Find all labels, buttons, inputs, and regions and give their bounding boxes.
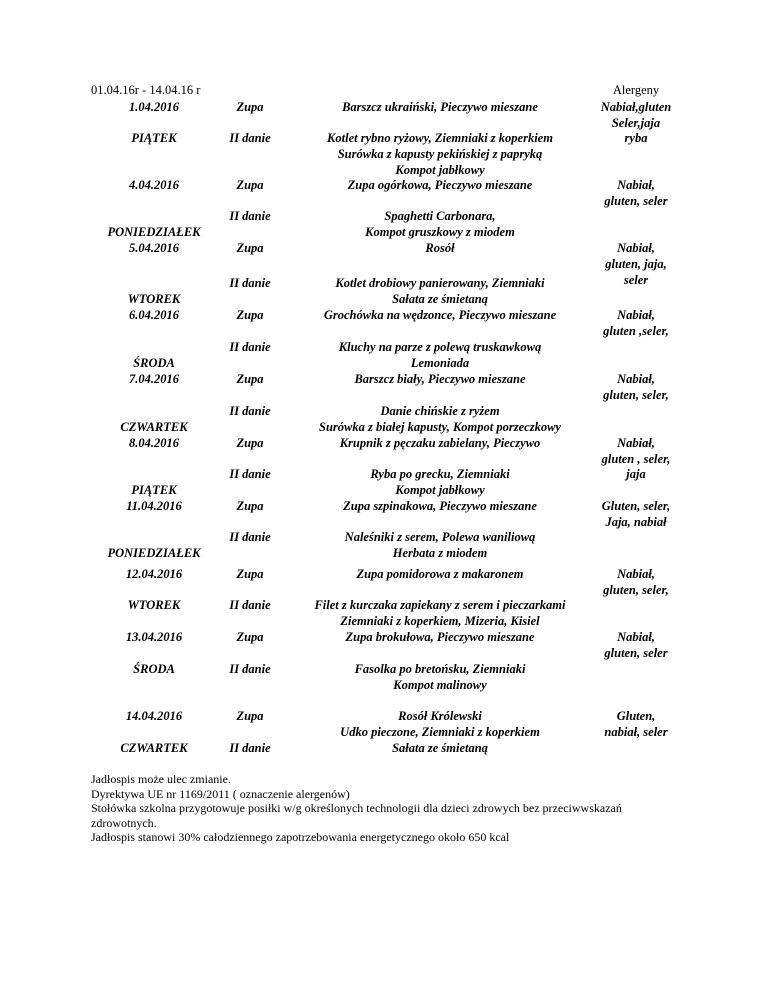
allergen-line: Gluten, seler, (601, 499, 671, 513)
weekday-label: WTOREK (127, 598, 181, 612)
dish-line: Ryba po grecku, Ziemniaki (370, 467, 510, 481)
dish-line: Kompot jabłkowy (395, 163, 485, 177)
dish-line: Zupa ogórkowa, Pieczywo mieszane (347, 178, 533, 192)
weekday-label: ŚRODA (133, 662, 175, 676)
allergen-line: ryba (624, 131, 648, 145)
weekday-label: PIĄTEK (131, 131, 177, 145)
dish-line: Zupa brokułowa, Pieczywo mieszane (345, 630, 535, 644)
allergen-line: gluten, seler (604, 194, 668, 208)
dish-line: Danie chińskie z ryżem (380, 404, 500, 418)
course-type-label: Zupa (236, 372, 264, 386)
notes-section (91, 772, 622, 845)
course-type-label: II danie (229, 276, 271, 290)
dish-line: Barszcz ukraiński, Pieczywo mieszane (342, 100, 538, 114)
dish-line: Rosół (425, 241, 455, 255)
date-label: 12.04.2016 (125, 567, 183, 581)
allergen-line: gluten ,seler, (603, 324, 669, 338)
note-line: Jadłospis może ulec zmianie. (91, 772, 231, 786)
allergen-line: Nabiał, (617, 436, 655, 450)
allergen-line: Nabiał, (617, 178, 655, 192)
date-label: 14.04.2016 (125, 709, 183, 723)
weekday-label: ŚRODA (133, 356, 175, 370)
weekday-label: CZWARTEK (120, 741, 188, 755)
course-type-label: II danie (229, 741, 271, 755)
allergen-line: gluten , seler, (601, 452, 671, 466)
dish-line: Zupa szpinakowa, Pieczywo mieszane (343, 499, 537, 513)
course-type-label: Zupa (236, 436, 264, 450)
note-line: zdrowotnych. (91, 815, 157, 830)
course-type-label: II danie (229, 598, 271, 612)
course-type-label: Zupa (236, 100, 264, 114)
allergen-line: gluten, seler, (603, 388, 669, 402)
note-line: Jadłospis stanowi 30% całodziennego zapotrzebowania energetycznego około 650 kcal (91, 830, 510, 845)
course-type-label: II danie (229, 209, 271, 223)
allergen-line: Nabiał,gluten (600, 100, 672, 114)
course-type-label: Zupa (236, 709, 264, 723)
course-type-label: Zupa (236, 630, 264, 644)
allergen-line: gluten, jaja, (605, 257, 667, 271)
dish-line: Lemoniada (410, 356, 470, 370)
dish-line: Kompot malinowy (393, 678, 487, 692)
dish-line: Herbata z miodem (392, 546, 488, 560)
date-label: 11.04.2016 (126, 499, 182, 513)
weekday-label: PONIEDZIAŁEK (107, 546, 201, 560)
allergen-line: Nabiał, (617, 630, 655, 644)
menu-period: 01.04.16r - 14.04.16 r (91, 83, 201, 97)
course-type-label: Zupa (236, 308, 264, 322)
dish-line: Grochówka na wędzonce, Pieczywo mieszane (323, 308, 557, 322)
dish-line: Zupa pomidorowa z makaronem (356, 567, 524, 581)
dish-line: Surówka z białej kapusty, Kompot porzeczkowy (319, 420, 561, 434)
dish-line: Kotlet rybno ryżowy, Ziemniaki z koperkiem (327, 131, 553, 145)
dish-line: Kotlet drobiowy panierowany, Ziemniaki (335, 276, 545, 290)
dish-line: Krupnik z pęczaku zabielany, Pieczywo (339, 436, 541, 450)
dish-line: Sałata ze śmietaną (392, 741, 488, 755)
dish-line: Udko pieczone, Ziemniaki z koperkiem (340, 725, 540, 739)
allergen-line: seler (623, 273, 649, 287)
date-label: 6.04.2016 (129, 308, 179, 322)
dish-line: Spaghetti Carbonara, (384, 209, 496, 223)
weekday-label: PIĄTEK (131, 483, 177, 497)
allergens-header: Alergeny (612, 83, 660, 97)
dish-line: Surówka z kapusty pekińskiej z papryką (337, 147, 543, 161)
date-label: 5.04.2016 (129, 241, 179, 255)
date-label: 7.04.2016 (129, 372, 179, 386)
course-type-label: Zupa (236, 241, 264, 255)
course-type-label: II danie (229, 662, 271, 676)
date-label: 13.04.2016 (125, 630, 183, 644)
dish-line: Barszcz biały, Pieczywo mieszane (354, 372, 526, 386)
allergen-line: jaja (626, 467, 646, 481)
date-label: 1.04.2016 (129, 100, 179, 114)
dish-line: Kompot jabłkowy (395, 483, 485, 497)
allergen-line: Nabiał, (617, 241, 655, 255)
dish-line: Ziemniaki z koperkiem, Mizeria, Kisiel (340, 614, 540, 628)
dish-line: Filet z kurczaka zapiekany z serem i pieczarkami (314, 598, 566, 612)
course-type-label: II danie (229, 467, 271, 481)
weekday-label: WTOREK (127, 292, 181, 306)
allergen-line: Gluten, (616, 709, 656, 723)
allergen-line: Jaja, nabiał (605, 515, 667, 529)
dish-line: Sałata ze śmietaną (392, 292, 488, 306)
course-type-label: Zupa (236, 178, 264, 192)
weekday-label: CZWARTEK (120, 420, 188, 434)
course-type-label: II danie (229, 530, 271, 544)
course-type-label: Zupa (236, 499, 264, 513)
weekday-label: PONIEDZIAŁEK (107, 225, 201, 239)
allergen-line: gluten, seler (604, 646, 668, 660)
allergen-line: Seler,jaja (611, 116, 661, 130)
course-type-label: II danie (229, 131, 271, 145)
allergen-line: Nabiał, (617, 567, 655, 581)
course-type-label: II danie (229, 404, 271, 418)
dish-line: Kluchy na parze z polewą truskawkową (338, 340, 542, 354)
allergen-line: nabiał, seler (604, 725, 668, 739)
dish-line: Kompot gruszkowy z miodem (365, 225, 515, 239)
note-line: Dyrektywa UE nr 1169/2011 ( oznaczenie alergenów) (91, 786, 350, 801)
allergen-line: gluten, seler, (603, 583, 669, 597)
allergen-line: Nabiał, (617, 308, 655, 322)
date-label: 8.04.2016 (129, 436, 179, 450)
date-label: 4.04.2016 (129, 178, 179, 192)
dish-line: Naleśniki z serem, Polewa waniliową (344, 530, 536, 544)
dish-line: Fasolka po bretońsku, Ziemniaki (354, 662, 526, 676)
course-type-label: II danie (229, 340, 271, 354)
dish-line: Rosół Królewski (398, 709, 482, 723)
note-line: Stołówka szkolna przygotowuje posiłki w/g określonych technologii dla dzieci zdrowych bez przeciwwskazań (91, 801, 622, 816)
course-type-label: Zupa (236, 567, 264, 581)
allergen-line: Nabiał, (617, 372, 655, 386)
